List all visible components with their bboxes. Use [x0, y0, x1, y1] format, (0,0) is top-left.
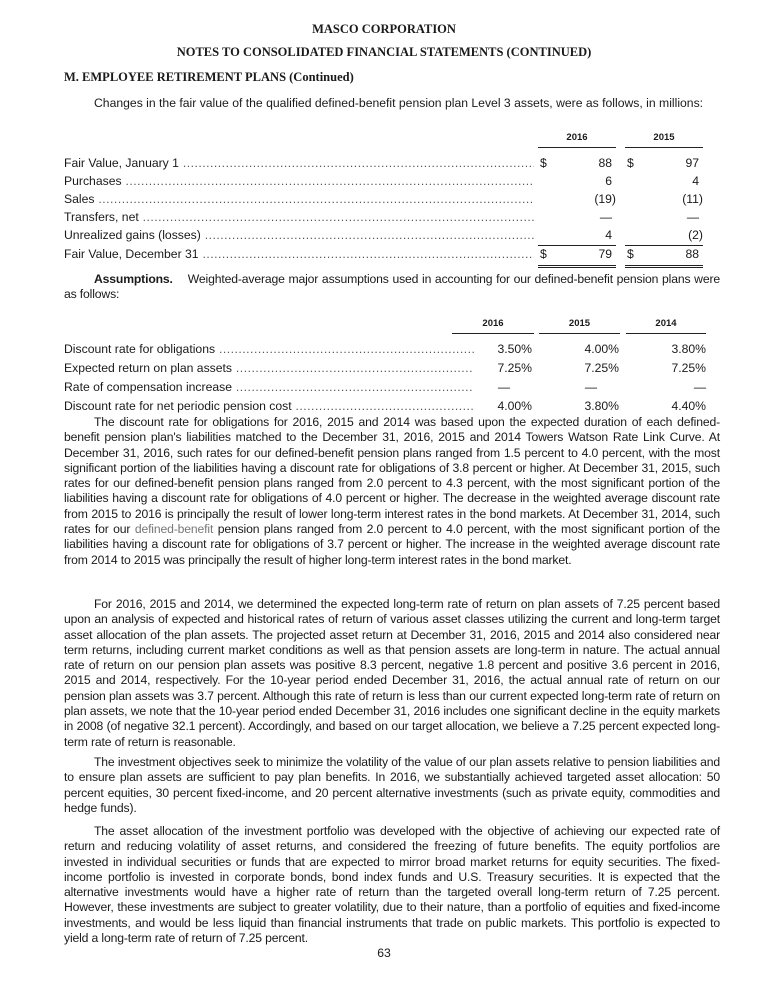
- column-header-2015: 2015: [539, 318, 620, 334]
- column-header-2015: 2015: [625, 132, 703, 148]
- currency-symbol: $: [540, 247, 547, 261]
- table-row: [64, 174, 720, 192]
- value-2015: 7.25%: [584, 361, 619, 375]
- value-2016: (19): [594, 192, 616, 206]
- column-header-2016: 2016: [452, 318, 534, 334]
- row-label: Fair Value, December 31 .....: [64, 247, 534, 261]
- row-label: Purchases .....: [64, 174, 534, 188]
- paragraph-text: The asset allocation of the investment portfolio was developed with the objective of achieving our expected rate of return and reducing volatility of asset returns, and considered the freezing of future benefits. The equity portfolios are invested in individual securities or funds that are expected to mirror broad market returns for equity securities. The fixed-income portfolio is invested in corporate bonds, bond index funds and U.S. Treasury securities. It is expected that the alternative investments would have a higher rate of return than the targeted overall long-term return of 7.25 percent. However, these investments are subject to greater volatility, due to their nature, than a portfolio of equities and fixed-income investments, and would be less liquid than financial instruments that trade on public markets. This portfolio is expected to yield a long-term rate of return of 7.25 percent.: [64, 824, 720, 946]
- value-2016: 79: [598, 247, 612, 261]
- company-name: MASCO CORPORATION: [312, 22, 456, 36]
- value-2016: 6: [605, 174, 612, 188]
- paragraph-expected-return: [64, 597, 720, 750]
- value-2014: 3.80%: [671, 342, 706, 356]
- subtotal-rule: [625, 245, 703, 246]
- paragraph-text: The investment objectives seek to minimize the volatility of the value of our plan assets relative to pension liabilities and to ensure plan assets are sufficient to pay plan benefits. In 2016, we substantially achieved targeted asset allocation: 50 percent equities, 30 percent fixed-income, and 20 percent alternative investments (such as private equity, commodities and hedge funds).: [64, 755, 720, 815]
- value-2015: —: [584, 380, 597, 394]
- value-2015: 3.80%: [584, 399, 619, 413]
- paragraph-investment-objectives: [64, 755, 720, 816]
- value-2016: 7.25%: [497, 361, 532, 375]
- table-row: [64, 156, 720, 174]
- column-header-2016: 2016: [538, 132, 616, 148]
- paragraph-text: For 2016, 2015 and 2014, we determined the expected long-term rate of return on plan assets of 7.25 percent based upon an analysis of expected and historical rates of return of various asset classes utilizing the current and long-term target asset allocation of the plan assets. The projected asset return at December 31, 2016, 2015 and 2014 also considered near term returns, including current market conditions as well as that pension assets are long-term in nature. The actual annual rate of return on our pension plan assets was positive 8.3 percent, negative 1.8 percent and positive 3.6 percent in 2016, 2015 and 2014, respectively. For the 10-year period ended December 31, 2016, the actual annual rate of return on our pension plan assets was 3.7 percent. Although this rate of return is less than our current expected long-term rate of return on plan assets, we note that the 10-year period ended December 31, 2016 includes one significant decline in the equity markets in 2008 (of negative 32.1 percent). Accordingly, and based on our target allocation, we believe a 7.25 percent expected long-term rate of return is reasonable.: [64, 597, 720, 749]
- total-double-rule: [538, 265, 616, 268]
- row-label: Rate of compensation increase .....: [64, 380, 474, 394]
- assumptions-intro: [64, 272, 720, 303]
- assumptions-intro-text: Weighted-average major assumptions used in accounting for our defined-benefit pension plans were as follows:: [64, 272, 720, 302]
- subtotal-rule: [538, 245, 616, 246]
- row-label: Unrealized gains (losses) .....: [64, 228, 534, 242]
- value-2016: 3.50%: [497, 342, 532, 356]
- row-label: Discount rate for net periodic pension cost .....: [64, 399, 474, 413]
- row-label: Expected return on plan assets .....: [64, 361, 474, 375]
- value-2015: —: [686, 210, 699, 224]
- value-2015: (11): [682, 192, 703, 206]
- table-row: [64, 342, 720, 360]
- row-label: Sales .....: [64, 192, 534, 206]
- value-2016: —: [497, 380, 510, 394]
- value-2014: 7.25%: [671, 361, 706, 375]
- level3-intro: Changes in the fair value of the qualified defined-benefit pension plan Level 3 assets, were as follows, in millions:: [94, 96, 704, 110]
- value-2015: 4.00%: [584, 342, 619, 356]
- total-double-rule: [625, 265, 703, 268]
- column-header-2014: 2014: [626, 318, 706, 334]
- currency-symbol: $: [540, 156, 547, 170]
- paragraph-asset-allocation: [64, 824, 720, 946]
- value-2016: —: [599, 210, 612, 224]
- row-label: Fair Value, January 1 .....: [64, 156, 534, 170]
- paragraph-text: The discount rate for obligations for 2016, 2015 and 2014 was based upon the expected duration of each defined-benefit pension plan's liabilities matched to the December 31, 2016, 2015 and 2014 Towers Watson Rate Link Curve. At December 31, 2016, such rates for our defined-benefit pension plans ranged from 1.5 percent to 4.0 percent, with the most significant portion of the liabilities having a discount rate for obligations of 3.8 percent or higher. At December 31, 2015, such rates for our defined-benefit pension plans ranged from 2.0 percent to 4.3 percent, with the most significant portion of the liabilities having a discount rate for obligations of 4.0 percent or higher. The decrease in the weighted average discount rate from 2015 to 2016 is principally the result of lower long-term interest rates in the bond markets. At December 31, 2014, such rates for our: [64, 415, 720, 537]
- table-row: [64, 361, 720, 379]
- value-2014: —: [693, 380, 706, 394]
- assumptions-heading: Assumptions.: [94, 272, 173, 286]
- paragraph-text: pension plans ranged from 2.0 percent to 4.0 percent, with the most significant portion of the liabilities having a discount rate for obligations of 3.7 percent or higher. The increase in the weighted average discount rate from 2014 to 2015 was principally the result of higher long-term interest rates in the bond market.: [64, 522, 720, 567]
- value-2015: 4: [692, 174, 699, 188]
- value-2015: 88: [685, 247, 699, 261]
- page-number: 63: [377, 946, 391, 960]
- paragraph-discount-rate: [64, 415, 720, 568]
- value-2016: 88: [598, 156, 612, 170]
- page-subtitle: NOTES TO CONSOLIDATED FINANCIAL STATEMENTS (CONTINUED): [176, 45, 592, 59]
- value-2016: 4.00%: [497, 399, 532, 413]
- currency-symbol: $: [627, 247, 634, 261]
- highlighted-text: defined-benefit: [134, 522, 214, 537]
- table-row: [64, 380, 720, 398]
- section-heading: M. EMPLOYEE RETIREMENT PLANS (Continued): [64, 70, 354, 84]
- currency-symbol: $: [627, 156, 634, 170]
- table-row-total: [64, 247, 720, 265]
- value-2016: 4: [605, 228, 612, 242]
- value-2014: 4.40%: [671, 399, 706, 413]
- table-row: [64, 228, 720, 246]
- row-label: Discount rate for obligations .....: [64, 342, 474, 356]
- table-row: [64, 210, 720, 228]
- value-2015: 97: [685, 156, 699, 170]
- value-2015: (2): [688, 228, 703, 242]
- row-label: Transfers, net .....: [64, 210, 534, 224]
- table-row: [64, 192, 720, 210]
